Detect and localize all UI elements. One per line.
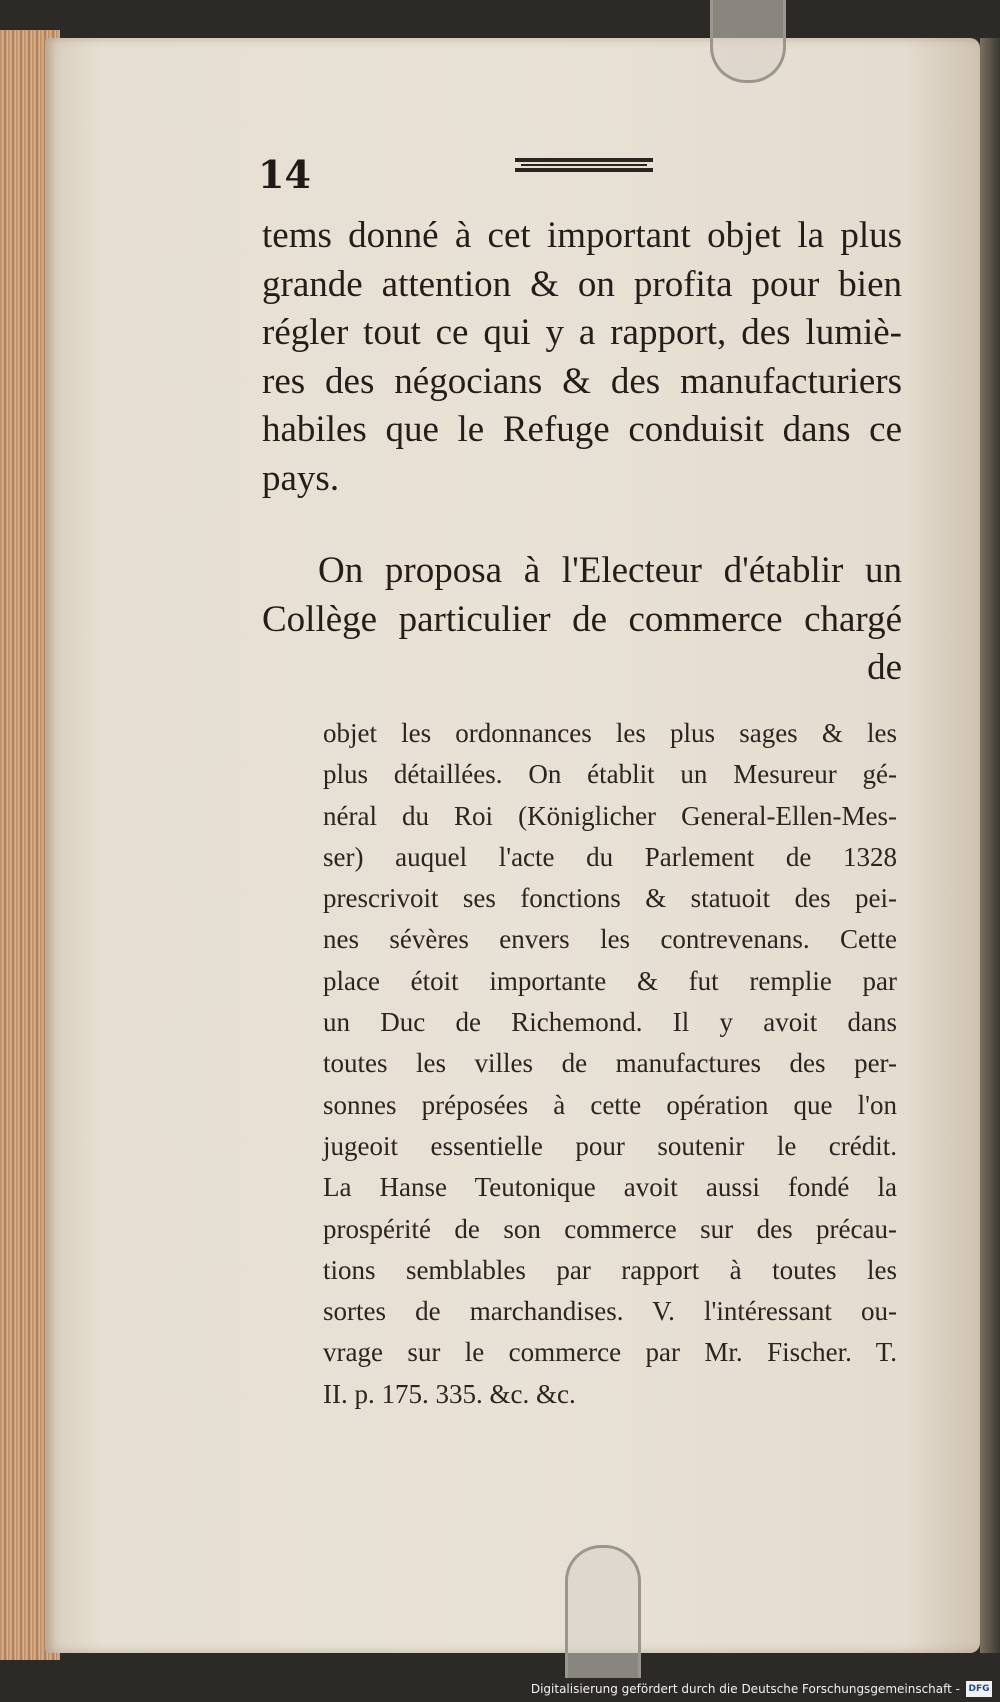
header-ornament-rule [515,158,653,172]
footnote-line: ser) auquel l'acte du Parlement de 1328 [323,841,897,872]
footnote-line: un Duc de Richemond. Il y avoit dans [323,1007,897,1038]
footnote-line: prospérité de son commerce sur des précau- [323,1213,897,1244]
body-line: res des négocians & des manufacturiers [262,360,902,402]
page-gutter-shadow [980,38,1000,1653]
footnote-line: néral du Roi (Königlicher General-Ellen-Mes- [323,800,897,831]
footnote-line: La Hanse Teutonique avoit aussi fondé la [323,1172,897,1203]
footnote-line: sortes de marchandises. V. l'intéressant ou- [323,1296,897,1327]
footnote-line: place étoit importante & fut remplie par [323,965,897,996]
dfg-logo-icon: DFG [966,1681,992,1697]
credit-text: Digitalisierung gefördert durch die Deutsche Forschungsgemeinschaft - [530,1682,960,1696]
body-line: tems donné à cet important objet la plus [262,215,902,256]
body-line: pays. [262,457,340,499]
page-holder-clip-top [710,0,786,83]
footnote-line: objet les ordonnances les plus sages & les [323,718,897,748]
catchword: de [867,647,902,688]
page-number: 14 [258,152,311,197]
paragraph-gap [262,503,902,547]
digitization-credit [531,1678,992,1700]
body-line: grande attention & on profita pour bien [262,263,902,305]
footnote-line: prescrivoit ses fonctions & statuoit des pei- [323,883,897,914]
main-body-text [262,212,902,693]
footnote-line: jugeoit essentielle pour soutenir le crédit. [323,1130,897,1161]
footnote-text [323,713,897,1415]
footnote-line: plus détaillées. On établit un Mesureur gé- [323,759,897,790]
body-line: régler tout ce qui y a rapport, des lumiè- [262,312,902,353]
body-line: On proposa à l'Electeur d'établir un [318,550,902,591]
footnote-line: tions semblables par rapport à toutes les [323,1254,897,1285]
body-line: habiles que le Refuge conduisit dans ce [262,409,902,450]
page-holder-clip-bottom [565,1545,641,1678]
footnote-line: II. p. 175. 335. &c. &c. [323,1378,576,1409]
footnote-line: sonnes préposées à cette opération que l'on [323,1089,897,1120]
footnote-line: nes sévères envers les contrevenans. Cette [323,924,897,955]
body-line: Collège particulier de commerce chargé [262,598,902,640]
footnote-line: toutes les villes de manufactures des per- [323,1048,897,1079]
footnote-line: vrage sur le commerce par Mr. Fischer. T. [323,1337,897,1368]
